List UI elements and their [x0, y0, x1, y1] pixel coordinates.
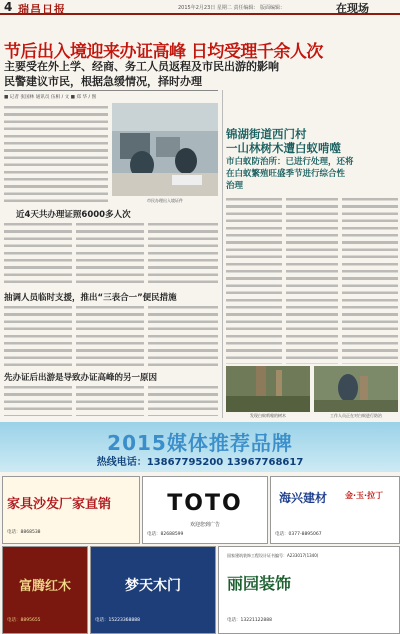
- side-caption-1: 发现白蚁啃噬的树木: [250, 413, 286, 418]
- section-heading-2: 抽调人员临时支援，推出“三表合一”便民措施: [4, 293, 177, 303]
- column-divider: [222, 90, 223, 418]
- ad-building-tel: 电话：0377-8895067: [275, 532, 322, 537]
- side-story-title-2: 一山林树木遭白蚁啃噬: [226, 141, 341, 155]
- ad-sofa[interactable]: [2, 476, 140, 544]
- byline: ■ 记者 张国林 通讯员 伍相 / 文 ■ 郑 华 / 图: [4, 95, 97, 100]
- newspaper-logo: 瑞昌日报: [18, 3, 66, 16]
- ad-building-sub: 金·玉·拉丁: [345, 491, 384, 500]
- news-photo: [112, 103, 218, 196]
- section-1-col-2: [76, 221, 144, 285]
- page-number: 4: [4, 0, 13, 14]
- ad-decoration-tel: 电话：13221122888: [227, 618, 272, 623]
- ad-decoration-info: 国家建筑装饰工程设计证书编号：A233017(1340): [227, 553, 319, 558]
- section-heading-3: 先办证后出游是导致办证高峰的另一原因: [4, 373, 158, 383]
- side-story-title-1: 锦湖街道西门村: [226, 127, 307, 141]
- photo-caption: 市民办理出入境证件: [147, 198, 183, 203]
- side-col-1: [226, 196, 282, 364]
- ad-banner-title: 2015媒体推荐品牌: [107, 431, 293, 455]
- ad-sofa-title: 家具沙发厂家直销: [7, 497, 112, 512]
- ad-door[interactable]: [90, 546, 216, 634]
- ad-building-title: 海兴建材: [279, 491, 328, 505]
- ad-toto-sub: 欢迎您到广告: [189, 522, 220, 528]
- ad-redwood[interactable]: [2, 546, 88, 634]
- sub-headline-2: 民警建议市民，根据急缓情况，择时办理: [4, 75, 202, 88]
- ad-toto[interactable]: [142, 476, 268, 544]
- ad-sofa-tel: 电话：8868538: [7, 530, 41, 535]
- side-story-sub-2: 在白蚁繁殖旺盛季节进行综合性: [226, 169, 346, 179]
- ad-toto-logo: TOTO: [167, 491, 243, 516]
- sub-headline-1: 主要受在外上学、经商、务工人员返程及市民出游的影响: [4, 60, 279, 73]
- side-col-2: [286, 196, 338, 364]
- section-2-col-3: [148, 304, 218, 368]
- ad-redwood-tel: 电话：8895655: [7, 618, 41, 623]
- side-col-3: [342, 196, 398, 364]
- main-headline: 节后出入境迎来办证高峰 日均受理千余人次: [4, 42, 323, 62]
- ad-building[interactable]: [270, 476, 400, 544]
- section-3-col-2: [76, 384, 144, 416]
- section-title: 在现场: [336, 2, 369, 15]
- ad-toto-tel: 电话：82688599: [147, 532, 184, 537]
- ad-decoration-title: 丽园装饰: [227, 574, 292, 593]
- side-story-sub-1: 市白蚁防治所：已进行处理，还将: [226, 157, 354, 167]
- side-story-sub-3: 治理: [226, 181, 244, 191]
- side-photo-2: [314, 366, 398, 412]
- section-3-col-3: [148, 384, 218, 416]
- section-1-col-1: [4, 221, 72, 285]
- section-2-col-1: [4, 304, 72, 368]
- section-1-col-3: [148, 221, 218, 285]
- side-caption-2: 工作人员正在对白蚁进行防治: [330, 413, 382, 418]
- ad-banner-phone: 热线电话：13867795200 13967768617: [96, 457, 304, 468]
- intro-text: [4, 104, 108, 204]
- section-3-col-1: [4, 384, 72, 416]
- side-photo-1: [226, 366, 310, 412]
- issue-info: 2015年2月23日 星期二 责任编辑： 版面编辑：: [178, 5, 286, 11]
- divider: [4, 90, 218, 91]
- ad-door-tel: 电话：15223368888: [95, 618, 140, 623]
- ad-decoration[interactable]: [218, 546, 400, 634]
- section-heading-1: 近4天共办理证照6000多人次: [16, 210, 131, 220]
- ad-redwood-title: 富腾红木: [18, 579, 71, 594]
- section-2-col-2: [76, 304, 144, 368]
- ad-door-title: 梦天木门: [125, 578, 181, 594]
